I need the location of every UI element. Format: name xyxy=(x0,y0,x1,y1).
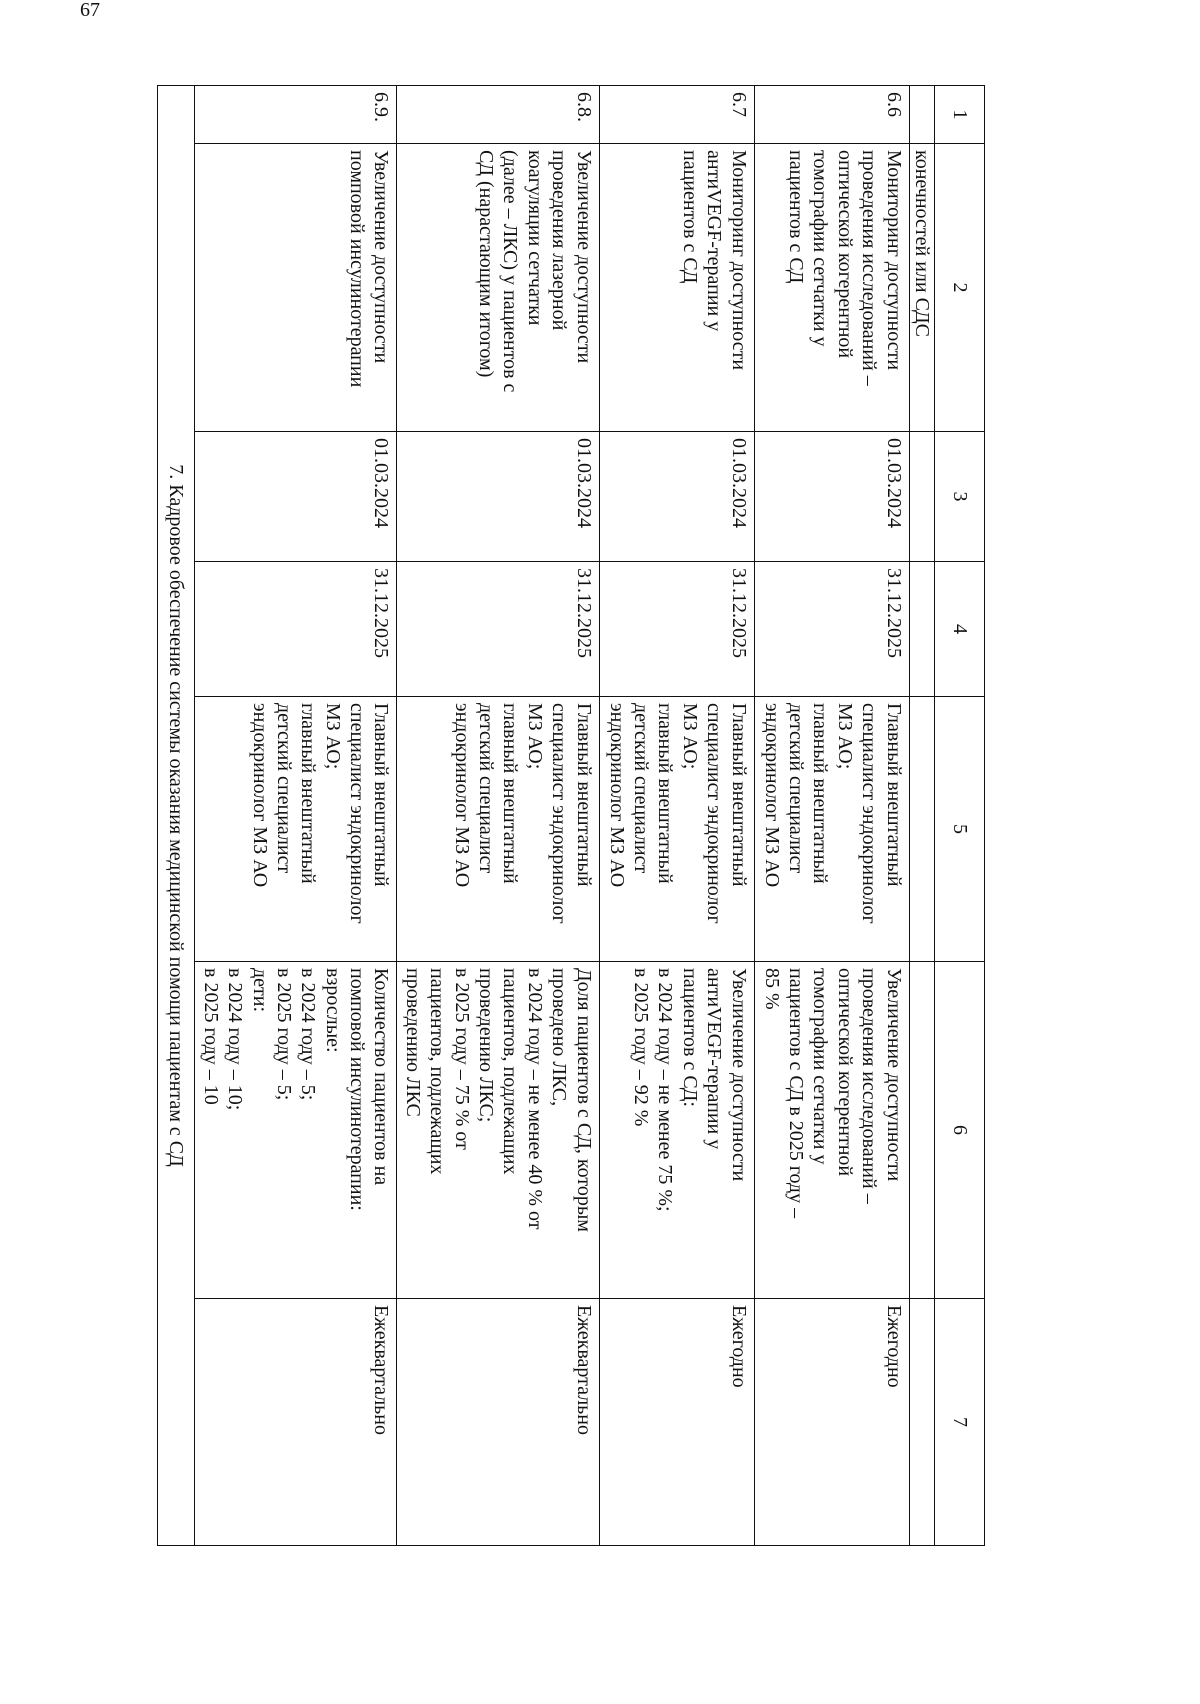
row-number: 6.6 xyxy=(754,86,909,144)
indicator-cell-line: пациентов с СД в 2025 году – xyxy=(785,968,808,1219)
rotated-page-content xyxy=(125,85,985,1545)
responsible-cell-line: Главный внештатный xyxy=(882,703,905,887)
responsible-cell-line: главный внештатный xyxy=(499,703,522,884)
indicator-cell-line: 85 % xyxy=(760,968,783,1010)
end-date: 31.12.2025 xyxy=(195,562,397,697)
page-number: 67 xyxy=(80,0,100,21)
indicator-cell-line: в 2024 году – 5; xyxy=(297,968,320,1101)
table-row xyxy=(195,86,397,1546)
responsible-cell-line: МЗ АО; xyxy=(833,703,856,770)
responsible-cell-line: главный внештатный xyxy=(297,703,320,884)
start-date: 01.03.2024 xyxy=(754,432,909,562)
activity-cell-line: СД (нарастающим итогом) xyxy=(475,150,498,378)
activity-cell xyxy=(195,144,397,432)
responsible-cell-line: Главный внештатный xyxy=(572,703,595,887)
start-date: 01.03.2024 xyxy=(397,432,599,562)
activity-cell-line: Увеличение доступности xyxy=(572,150,595,364)
indicator-cell xyxy=(599,962,754,1299)
indicator-cell-line: помповой инсулинотерапии: xyxy=(346,968,369,1211)
indicator-cell-line: проведению ЛКС; xyxy=(475,968,498,1123)
responsible-cell xyxy=(754,697,909,962)
indicator-cell-line: взрослые: xyxy=(321,968,344,1053)
responsible-cell-line: специалист эндокринолог xyxy=(346,703,369,924)
indicator-cell-line: в 2025 году – 75 % от xyxy=(450,968,473,1150)
indicator-cell-line: в 2024 году – не менее 75 %; xyxy=(654,968,677,1212)
table-body xyxy=(195,86,909,1546)
indicator-cell-line: в 2024 году – не менее 40 % от xyxy=(523,968,546,1230)
section-title: 7. Кадровое обеспечение системы оказания медицинской помощи пациентам с СД xyxy=(157,86,194,1546)
indicator-cell-line: проведения исследований – xyxy=(858,968,881,1204)
indicator-cell xyxy=(195,962,397,1299)
activity-cell xyxy=(754,144,909,432)
column-header: 7 xyxy=(935,1299,985,1546)
responsible-cell-line: МЗ АО; xyxy=(523,703,546,770)
indicator-cell-line: Увеличение доступности xyxy=(727,968,750,1182)
table-cell xyxy=(909,962,934,1299)
indicator-cell-line: пациентов, подлежащих xyxy=(426,968,449,1175)
end-date: 31.12.2025 xyxy=(599,562,754,697)
activity-cell xyxy=(397,144,599,432)
row-number: 6.7 xyxy=(599,86,754,144)
indicator-cell-line: в 2025 году – 5; xyxy=(272,968,295,1101)
frequency-cell: Ежеквартально xyxy=(397,1299,599,1546)
column-header: 4 xyxy=(935,562,985,697)
activity-cell-line: антиVEGF-терапии у xyxy=(703,150,726,332)
indicator-cell-line: пациентов, подлежащих xyxy=(499,968,522,1175)
indicator-cell-line: Увеличение доступности xyxy=(882,968,905,1182)
indicator-cell-line: в 2024 году – 10; xyxy=(224,968,247,1111)
indicator-cell-line: антиVEGF-терапии у xyxy=(703,968,726,1150)
column-header: 6 xyxy=(935,962,985,1299)
responsible-cell-line: главный внештатный xyxy=(809,703,832,884)
indicator-cell xyxy=(754,962,909,1299)
table-row xyxy=(397,86,599,1546)
activity-cell-line: проведения лазерной xyxy=(548,150,571,331)
activity-cell-line: Мониторинг доступности xyxy=(882,150,905,371)
column-header: 1 xyxy=(935,86,985,144)
end-date: 31.12.2025 xyxy=(397,562,599,697)
responsible-cell xyxy=(195,697,397,962)
table-cell xyxy=(909,697,934,962)
responsible-cell-line: Главный внештатный xyxy=(727,703,750,887)
continuation-row xyxy=(909,86,934,1546)
column-header: 3 xyxy=(935,432,985,562)
indicator-cell-line: в 2025 году – 92 % xyxy=(630,968,653,1127)
activity-cell-line: проведения исследований – xyxy=(858,150,881,386)
activity-cell-line: пациентов с СД xyxy=(678,150,701,284)
table-cell xyxy=(909,562,934,697)
activity-cell-line: Мониторинг доступности xyxy=(727,150,750,371)
responsible-cell-line: эндокринолог МЗ АО xyxy=(450,703,473,888)
row-number: 6.8. xyxy=(397,86,599,144)
indicator-cell-line: проведению ЛКС xyxy=(401,968,424,1117)
column-header: 2 xyxy=(935,144,985,432)
start-date: 01.03.2024 xyxy=(599,432,754,562)
table-row xyxy=(754,86,909,1546)
frequency-cell: Ежегодно xyxy=(599,1299,754,1546)
activity-cell-line: пациентов с СД xyxy=(785,150,808,284)
activity-cell-line: (далее – ЛКС) у пациентов с xyxy=(499,150,522,393)
frequency-cell: Ежеквартально xyxy=(195,1299,397,1546)
activity-cell-line: коагуляции сетчатки xyxy=(523,150,546,326)
indicator-cell-line: пациентов с СД: xyxy=(678,968,701,1107)
continuation-text: конечностей или СДС xyxy=(909,144,934,432)
responsible-cell-line: МЗ АО; xyxy=(678,703,701,770)
activity-cell xyxy=(599,144,754,432)
table-row xyxy=(599,86,754,1546)
responsible-cell-line: детский специалист xyxy=(272,703,295,874)
row-number: 6.9. xyxy=(195,86,397,144)
responsible-cell-line: детский специалист xyxy=(630,703,653,874)
responsible-cell-line: эндокринолог МЗ АО xyxy=(605,703,628,888)
responsible-cell xyxy=(397,697,599,962)
indicator-cell-line: Количество пациентов на xyxy=(370,968,393,1186)
column-header: 5 xyxy=(935,697,985,962)
responsible-cell-line: эндокринолог МЗ АО xyxy=(248,703,271,888)
activity-cell-line: Увеличение доступности xyxy=(370,150,393,364)
responsible-cell-line: детский специалист xyxy=(475,703,498,874)
indicator-cell-line: дети: xyxy=(248,968,271,1013)
responsible-cell xyxy=(599,697,754,962)
responsible-cell-line: главный внештатный xyxy=(654,703,677,884)
table-cell xyxy=(909,432,934,562)
responsible-cell-line: специалист эндокринолог xyxy=(703,703,726,924)
frequency-cell: Ежегодно xyxy=(754,1299,909,1546)
indicator-cell-line: проведено ЛКС, xyxy=(548,968,571,1107)
start-date: 01.03.2024 xyxy=(195,432,397,562)
activity-cell-line: помповой инсулинотерапии xyxy=(346,150,369,388)
table-cell xyxy=(909,86,934,144)
indicator-cell-line: Доля пациентов с СД, которым xyxy=(572,968,595,1232)
section-row xyxy=(157,86,194,1546)
activity-cell-line: оптической когерентной xyxy=(833,150,856,359)
indicator-cell-line: в 2025 году – 10 xyxy=(199,968,222,1105)
responsible-cell-line: эндокринолог МЗ АО xyxy=(760,703,783,888)
indicator-cell xyxy=(397,962,599,1299)
responsible-cell-line: специалист эндокринолог xyxy=(858,703,881,924)
header-row xyxy=(935,86,985,1546)
responsible-cell-line: Главный внештатный xyxy=(370,703,393,887)
activity-cell-line: томографии сетчатки у xyxy=(809,150,832,347)
responsible-cell-line: детский специалист xyxy=(785,703,808,874)
plan-table xyxy=(157,85,985,1546)
indicator-cell-line: оптической когерентной xyxy=(833,968,856,1177)
indicator-cell-line: томографии сетчатки у xyxy=(809,968,832,1165)
table-cell xyxy=(909,1299,934,1546)
responsible-cell-line: специалист эндокринолог xyxy=(548,703,571,924)
end-date: 31.12.2025 xyxy=(754,562,909,697)
responsible-cell-line: МЗ АО; xyxy=(321,703,344,770)
